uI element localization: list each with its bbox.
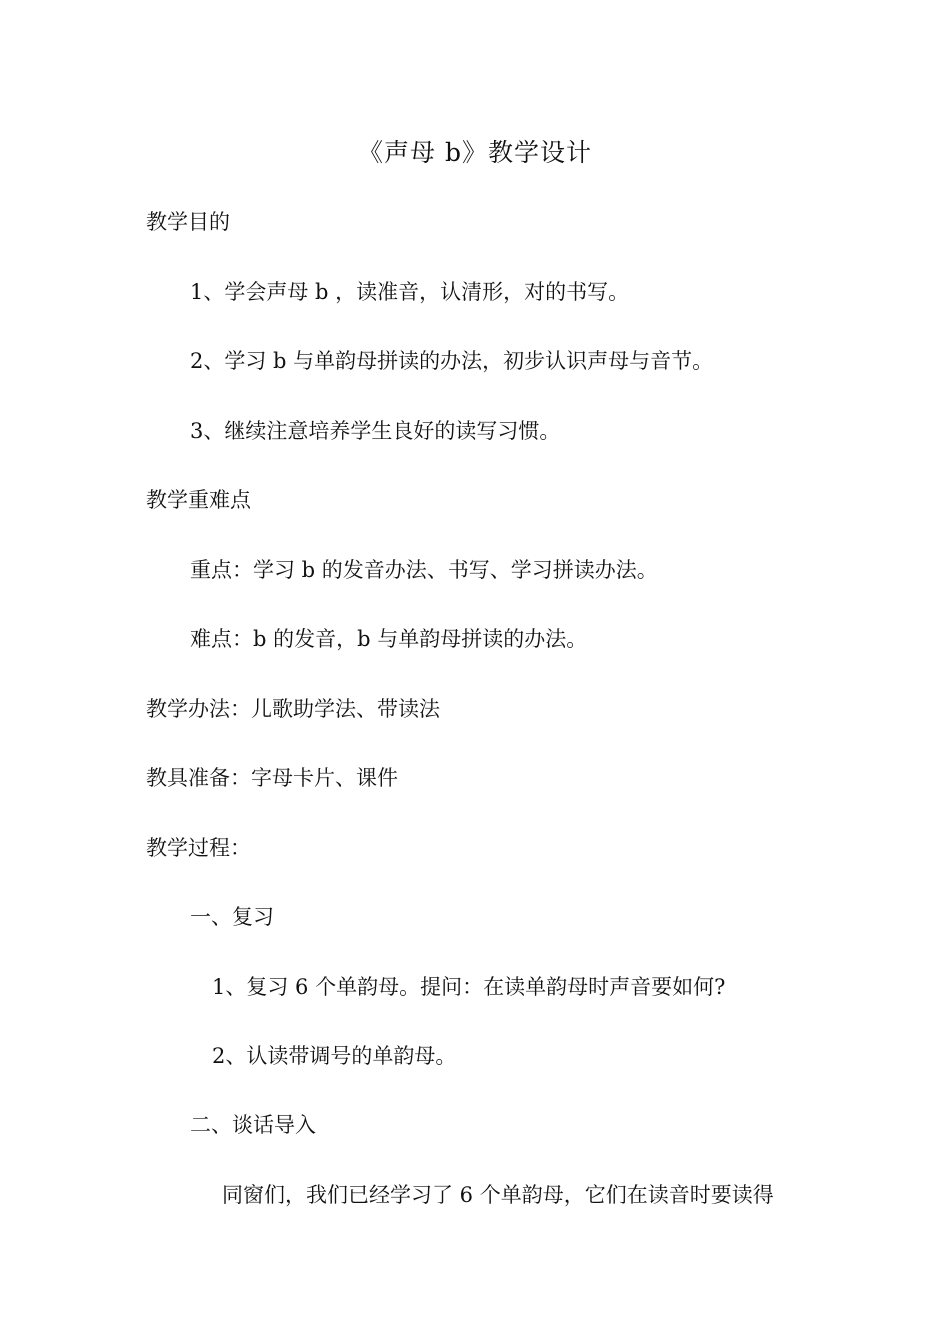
section-review: 一、复习 bbox=[190, 905, 274, 929]
difficult-point: 难点：b 的发音，b 与单韵母拼读的办法。 bbox=[190, 627, 588, 651]
teaching-aids: 教具准备：字母卡片、课件 bbox=[146, 766, 398, 790]
key-point: 重点：学习 b 的发音办法、书写、学习拼读办法。 bbox=[190, 558, 658, 582]
review-item-1: 1、复习 6 个单韵母。提问：在读单韵母时声音要如何? bbox=[212, 975, 726, 999]
goal-item-1: 1、学会声母 b ，读准音，认清形，对的书写。 bbox=[190, 280, 630, 304]
goal-item-3: 3、继续注意培养学生良好的读写习惯。 bbox=[190, 419, 561, 443]
document-title: 《声母 b》教学设计 bbox=[358, 138, 592, 167]
heading-key-difficult-points: 教学重难点 bbox=[146, 488, 251, 512]
section-introduction: 二、谈话导入 bbox=[190, 1113, 316, 1137]
goal-item-2: 2、学习 b 与单韵母拼读的办法，初步认识声母与音节。 bbox=[190, 349, 714, 373]
review-item-2: 2、认读带调号的单韵母。 bbox=[212, 1044, 457, 1068]
teaching-methods: 教学办法：儿歌助学法、带读法 bbox=[146, 697, 440, 721]
heading-teaching-process: 教学过程： bbox=[146, 836, 251, 860]
introduction-paragraph: 同窗们，我们已经学习了 6 个单韵母，它们在读音时要读得 bbox=[222, 1183, 774, 1207]
heading-teaching-goals: 教学目的 bbox=[146, 210, 230, 234]
